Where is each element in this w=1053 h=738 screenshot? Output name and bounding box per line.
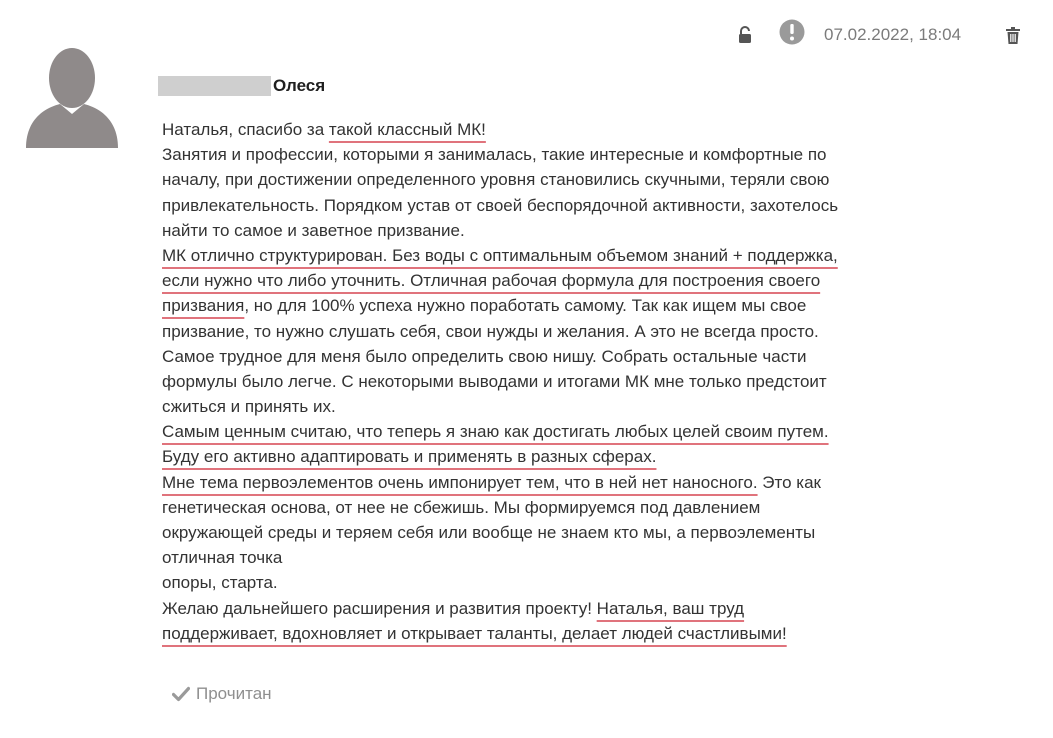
message-text: , но для 100% успеха нужно поработать самому. Так как ищем мы свое: [244, 296, 807, 316]
read-status-label: Прочитан: [196, 684, 272, 703]
underlined-text: Мне тема первоэлементов очень импонирует тем, что в ней нет наносного.: [162, 472, 758, 492]
message-line: [162, 167, 922, 192]
message-line: [162, 369, 922, 394]
message-text: опоры, старта.: [162, 573, 278, 593]
message-line: [162, 495, 922, 520]
message-line: [162, 344, 922, 369]
message-toolbar: [730, 18, 1030, 52]
message-text: Занятия и профессии, которыми я занималась, такие интересные и комфортные по: [162, 145, 827, 165]
message-body: [162, 117, 922, 646]
message-line: [162, 570, 922, 595]
exclamation-circle-icon[interactable]: [778, 18, 806, 46]
message-line: [162, 218, 922, 243]
user-silhouette-icon: [26, 48, 118, 148]
read-status: [172, 684, 272, 704]
underlined-text: Самым ценным считаю, что теперь я знаю как достигать любых целей своим путем.: [162, 422, 829, 442]
message-text: сжиться и принять их.: [162, 397, 336, 417]
message-line: [162, 142, 922, 167]
message-line: [162, 243, 922, 268]
message-line: [162, 193, 922, 218]
underlined-text: Наталья, ваш труд: [596, 598, 745, 618]
message-line: [162, 444, 922, 469]
message-line: [162, 470, 922, 495]
check-icon: [172, 686, 190, 702]
message-text: призвание, то нужно слушать себя, свои нужды и желания. А это не всегда просто.: [162, 321, 819, 341]
message-line: [162, 117, 922, 142]
avatar: [26, 44, 118, 148]
message-text: Наталья, спасибо за: [162, 120, 329, 139]
message-text: генетическая основа, от нее не сбежишь. Мы формируемся под давлением: [162, 497, 761, 517]
underlined-text: такой классный МК!: [328, 120, 486, 139]
message-text: окружающей среды и теряем себя или вообще не знаем кто мы, а первоэлементы: [162, 523, 816, 542]
message-date: 07.02.2022, 18:04: [824, 25, 962, 44]
message-text: Самое трудное для меня было определить свою нишу. Собрать остальные части: [162, 346, 807, 366]
message-line: [162, 520, 922, 545]
message-text: Желаю дальнейшего расширения и развития проекту!: [162, 598, 597, 618]
message-text: привлекательность. Порядком устав от своей беспорядочной активности, захотелось: [162, 195, 839, 215]
underlined-text: если нужно что либо уточнить. Отличная рабочая формула для построения своего: [162, 271, 821, 291]
underlined-text: поддерживает, вдохновляет и открывает таланты, делает людей счастливыми!: [162, 623, 787, 643]
message-line: [162, 545, 922, 570]
message-line: [162, 419, 922, 444]
message-line: [162, 268, 922, 293]
message-text: отличная точка: [162, 548, 283, 568]
message-line: [162, 596, 922, 621]
lock-open-icon[interactable]: [736, 24, 754, 46]
author-name: Олеся: [273, 76, 326, 95]
message-text: найти то самое и заветное призвание.: [162, 220, 465, 240]
message-text: началу, при достижении определенного уровня становились скучными, теряли свою: [162, 170, 830, 190]
message-line: [162, 293, 922, 318]
underlined-text: МК отлично структурирован. Без воды с оптимальным объемом знаний + поддержка,: [162, 245, 838, 265]
message-line: [162, 621, 922, 646]
trash-icon[interactable]: [1004, 25, 1022, 45]
message-line: [162, 319, 922, 344]
underlined-text: призвания: [162, 296, 245, 316]
message-line: [162, 394, 922, 419]
author-redacted: [158, 76, 271, 96]
message-text: Это как: [757, 472, 821, 492]
message-text: формулы было легче. С некоторыми выводами и итогами МК мне только предстоит: [162, 371, 827, 391]
author-row: [158, 74, 325, 98]
underlined-text: Буду его активно адаптировать и применять в разных сферах.: [162, 447, 657, 467]
